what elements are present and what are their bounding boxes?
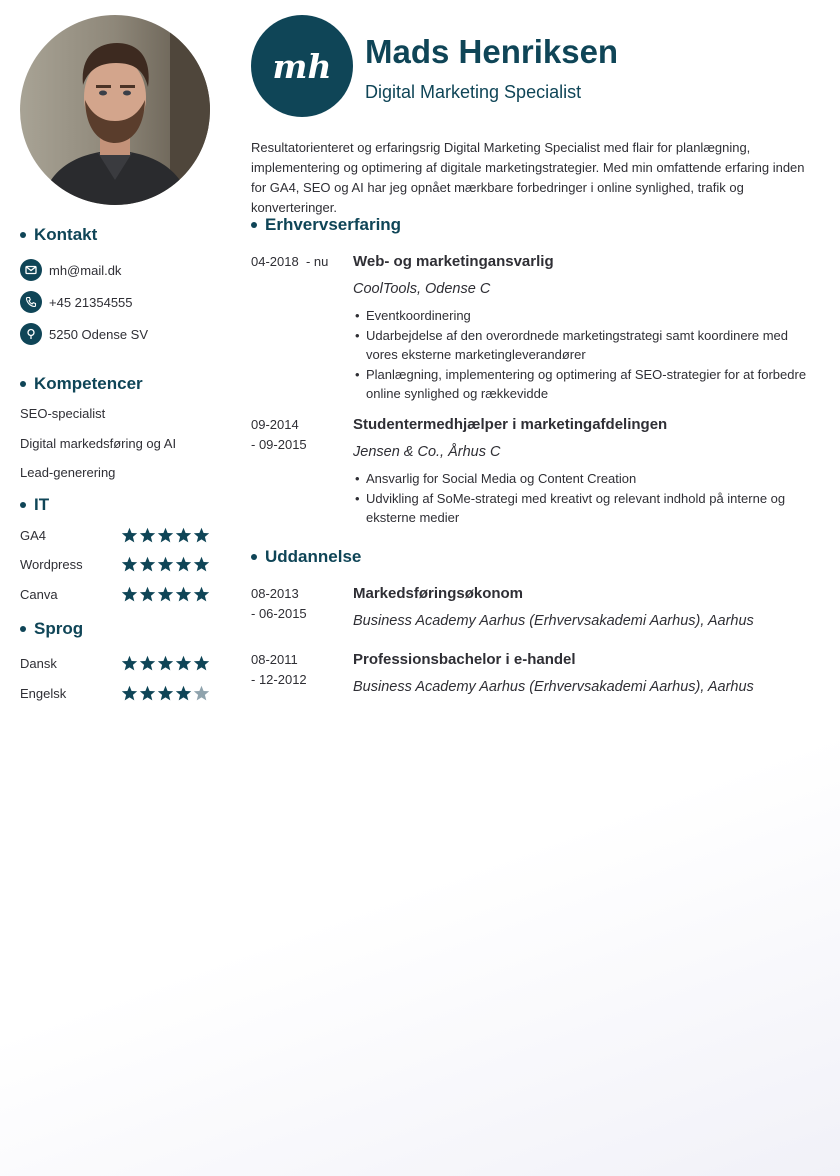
entry-place: Business Academy Aarhus (Erhvervsakademi Aarhus), Aarhus bbox=[353, 679, 754, 695]
entry-date bbox=[251, 415, 346, 455]
experience-section-title bbox=[251, 215, 401, 235]
star-empty-icon bbox=[193, 685, 210, 702]
bullet-item: • Ansvarlig for Social Media og Content Creation bbox=[353, 469, 821, 489]
bullet-dot bbox=[20, 502, 26, 508]
it-item-label: GA4 bbox=[20, 527, 47, 543]
envelope-icon bbox=[20, 259, 42, 281]
star-filled-icon bbox=[121, 586, 138, 603]
star-filled-icon bbox=[157, 655, 174, 672]
star-filled-icon bbox=[175, 527, 192, 544]
entry-body bbox=[353, 252, 821, 404]
entry-date bbox=[251, 584, 346, 624]
contact-address-row bbox=[20, 318, 220, 350]
star-filled-icon bbox=[157, 556, 174, 573]
skill-item: SEO-specialist bbox=[20, 406, 106, 421]
star-filled-icon bbox=[157, 586, 174, 603]
star-filled-icon bbox=[139, 655, 156, 672]
star-filled-icon bbox=[121, 556, 138, 573]
star-rating bbox=[121, 527, 210, 544]
contact-section-title bbox=[20, 225, 220, 245]
entry-title: Web- og marketingansvarlig bbox=[353, 253, 554, 270]
star-filled-icon bbox=[157, 527, 174, 544]
bullet-dot bbox=[251, 222, 257, 228]
entry-body bbox=[353, 650, 821, 697]
it-item bbox=[20, 580, 210, 610]
contact-title: Kontakt bbox=[34, 225, 98, 244]
it-item-label: Wordpress bbox=[20, 557, 83, 573]
it-item bbox=[20, 550, 210, 580]
languages-title: Sprog bbox=[34, 619, 84, 638]
entry-place: Jensen & Co., Århus C bbox=[353, 444, 501, 460]
star-filled-icon bbox=[121, 527, 138, 544]
star-filled-icon bbox=[193, 655, 210, 672]
contact-phone-row bbox=[20, 286, 220, 318]
profile-summary: Resultatorienteret og erfaringsrig Digital Marketing Specialist med flair for planlægning, implementering og optimering af digitale marketingstrategier. Med min omfattende erfaring inden for GA4, SEO og AI har jeg opnået mærkbare forbedringer i online synlighed, trafik og konverteringer. bbox=[251, 140, 805, 215]
monogram-text: mh bbox=[272, 46, 332, 86]
contact-email-row bbox=[20, 254, 220, 286]
entry-place: CoolTools, Odense C bbox=[353, 281, 491, 297]
bullet-dot bbox=[20, 381, 26, 387]
entry-date bbox=[251, 650, 346, 690]
education-section-title bbox=[251, 547, 361, 567]
it-title: IT bbox=[34, 494, 50, 514]
skill-item: Lead-generering bbox=[20, 465, 116, 480]
entry-title: Professionsbachelor i e-handel bbox=[353, 651, 576, 668]
star-filled-icon bbox=[139, 685, 156, 702]
star-rating bbox=[121, 556, 210, 573]
language-item-label: Engelsk bbox=[20, 685, 67, 701]
bullet-item: • Udvikling af SoMe-strategi med kreativt og relevant indhold på interne og eksterne medier bbox=[353, 489, 821, 528]
candidate-name: Mads Henriksen bbox=[365, 33, 619, 70]
star-rating bbox=[121, 655, 210, 672]
star-filled-icon bbox=[157, 685, 174, 702]
star-filled-icon bbox=[139, 527, 156, 544]
bullet-dot bbox=[20, 232, 26, 238]
candidate-role: Digital Marketing Specialist bbox=[365, 82, 582, 102]
date-from: 08-2011 bbox=[251, 652, 298, 667]
date-to: - nu bbox=[305, 254, 329, 269]
it-section-title bbox=[20, 495, 220, 515]
it-item-label: Canva bbox=[20, 586, 58, 602]
date-to: - 12-2012 bbox=[251, 672, 307, 687]
languages-list bbox=[20, 649, 220, 708]
profile-photo-image bbox=[20, 15, 210, 205]
entry-date bbox=[251, 252, 346, 272]
skills-list bbox=[20, 406, 220, 495]
star-filled-icon bbox=[175, 586, 192, 603]
bullet-dot bbox=[20, 626, 26, 632]
profile-photo bbox=[20, 15, 210, 205]
language-item bbox=[20, 679, 210, 709]
phone-icon bbox=[20, 291, 42, 313]
date-from: 09-2014 bbox=[251, 417, 299, 432]
star-filled-icon bbox=[139, 556, 156, 573]
skill-item: Digital markedsføring og AI bbox=[20, 435, 177, 451]
education-title: Uddannelse bbox=[265, 547, 362, 566]
entry-body bbox=[353, 415, 821, 528]
it-list bbox=[20, 521, 220, 610]
bullet-dot bbox=[251, 554, 257, 560]
contact-address: 5250 Odense SV bbox=[49, 326, 149, 342]
contact-list bbox=[20, 254, 220, 350]
entry-bullets bbox=[353, 306, 821, 404]
language-item bbox=[20, 649, 210, 679]
star-rating bbox=[121, 685, 210, 702]
location-pin-icon bbox=[20, 323, 42, 345]
it-item bbox=[20, 521, 210, 551]
entry-title: Markedsføringsøkonom bbox=[353, 585, 524, 602]
star-rating bbox=[121, 586, 210, 603]
date-to: - 09-2015 bbox=[251, 437, 307, 452]
bullet-item: • Eventkoordinering bbox=[353, 306, 821, 326]
star-filled-icon bbox=[175, 556, 192, 573]
entry-title: Studentermedhjælper i marketingafdelingen bbox=[353, 416, 668, 433]
entry-body bbox=[353, 584, 821, 631]
entry-bullets bbox=[353, 469, 821, 528]
skills-title: Kompetencer bbox=[34, 374, 143, 393]
experience-title: Erhvervserfaring bbox=[265, 215, 402, 234]
star-filled-icon bbox=[121, 655, 138, 672]
star-filled-icon bbox=[175, 655, 192, 672]
language-item-label: Dansk bbox=[20, 656, 57, 672]
contact-phone[interactable]: +45 21354555 bbox=[49, 294, 133, 310]
bullet-item: • Udarbejdelse af den overordnede marketingstrategi samt koordinere med vores eksterne marketingleverandører bbox=[353, 326, 821, 365]
star-filled-icon bbox=[193, 527, 210, 544]
sidebar bbox=[20, 15, 220, 708]
entry-place: Business Academy Aarhus (Erhvervsakademi Aarhus), Aarhus bbox=[353, 613, 754, 629]
languages-section-title bbox=[20, 619, 220, 639]
star-filled-icon bbox=[121, 685, 138, 702]
star-filled-icon bbox=[139, 586, 156, 603]
date-to: - 06-2015 bbox=[251, 606, 307, 621]
monogram-logo bbox=[251, 15, 353, 117]
star-filled-icon bbox=[193, 586, 210, 603]
bullet-item: • Planlægning, implementering og optimering af SEO-strategier for at forbedre online synlighed og rækkevidde bbox=[353, 365, 821, 404]
star-filled-icon bbox=[175, 685, 192, 702]
skills-section-title bbox=[20, 374, 220, 394]
contact-email[interactable]: mh@mail.dk bbox=[49, 262, 122, 278]
star-filled-icon bbox=[193, 556, 210, 573]
date-from: 08-2013 bbox=[251, 586, 299, 601]
date-from: 04-2018 bbox=[251, 254, 299, 269]
